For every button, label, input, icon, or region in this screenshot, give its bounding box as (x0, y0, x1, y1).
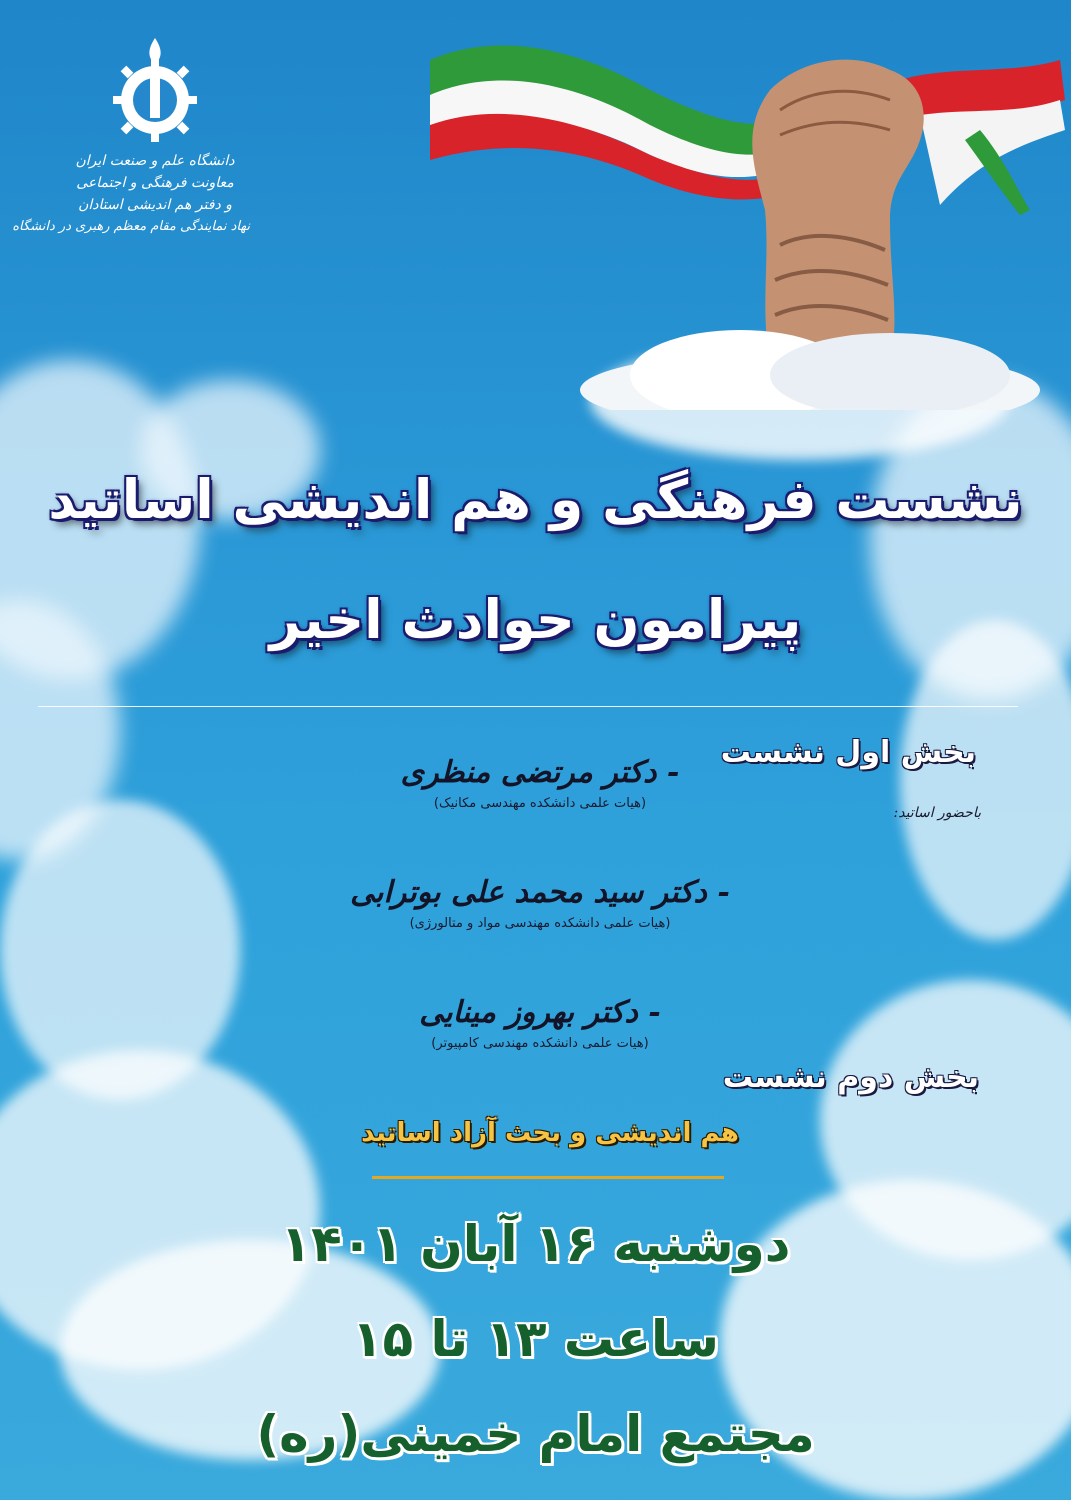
logo-line-4: نهاد نمایندگی مقام معظم رهبری در دانشگاه (12, 219, 250, 234)
speaker-2 (330, 875, 750, 931)
event-venue: مجتمع امام خمینی(ره) (256, 1405, 815, 1463)
part1-heading: بخش اول نشست (720, 735, 976, 770)
university-logo (12, 30, 250, 320)
logo-line-1: دانشگاه علم و صنعت ایران (75, 153, 235, 169)
topic-underline (372, 1176, 724, 1179)
speaker-1 (330, 755, 750, 811)
title-divider (38, 706, 1018, 707)
logo-line-3: و دفتر هم اندیشی استادان (78, 197, 232, 213)
speaker-1-affiliation: (هیات علمی دانشکده مهندسی مکانیک) (433, 796, 647, 811)
speaker-3-name: - دکتر بهروز مینایی (419, 995, 661, 1030)
speaker-2-affiliation: (هیات علمی دانشکده مهندسی مواد و متالورژی) (409, 916, 671, 931)
event-time: ساعت ۱۳ تا ۱۵ (352, 1310, 719, 1368)
speaker-2-name: - دکتر سید محمد علی بوترابی (350, 875, 730, 910)
speaker-1-name: - دکتر مرتضی منظری (400, 755, 680, 790)
event-date: دوشنبه ۱۶ آبان ۱۴۰۱ (280, 1215, 791, 1273)
part2-heading: بخش دوم نشست (722, 1060, 979, 1095)
speaker-3 (330, 995, 750, 1051)
gear-torch-logo-icon (100, 30, 210, 150)
event-title-line-2: پیرامون حوادث اخیر (269, 588, 802, 651)
logo-line-2: معاونت فرهنگی و اجتماعی (76, 175, 234, 191)
presence-label: باحضور اساتید: (893, 805, 981, 821)
raised-fist-flag-icon (420, 20, 1070, 410)
part2-topic: هم اندیشی و بحث آزاد اساتید (361, 1118, 739, 1148)
event-title-line-1: نشست فرهنگی و هم اندیشی اساتید (48, 468, 1023, 531)
speaker-3-affiliation: (هیات علمی دانشکده مهندسی کامپیوتر) (431, 1036, 649, 1051)
